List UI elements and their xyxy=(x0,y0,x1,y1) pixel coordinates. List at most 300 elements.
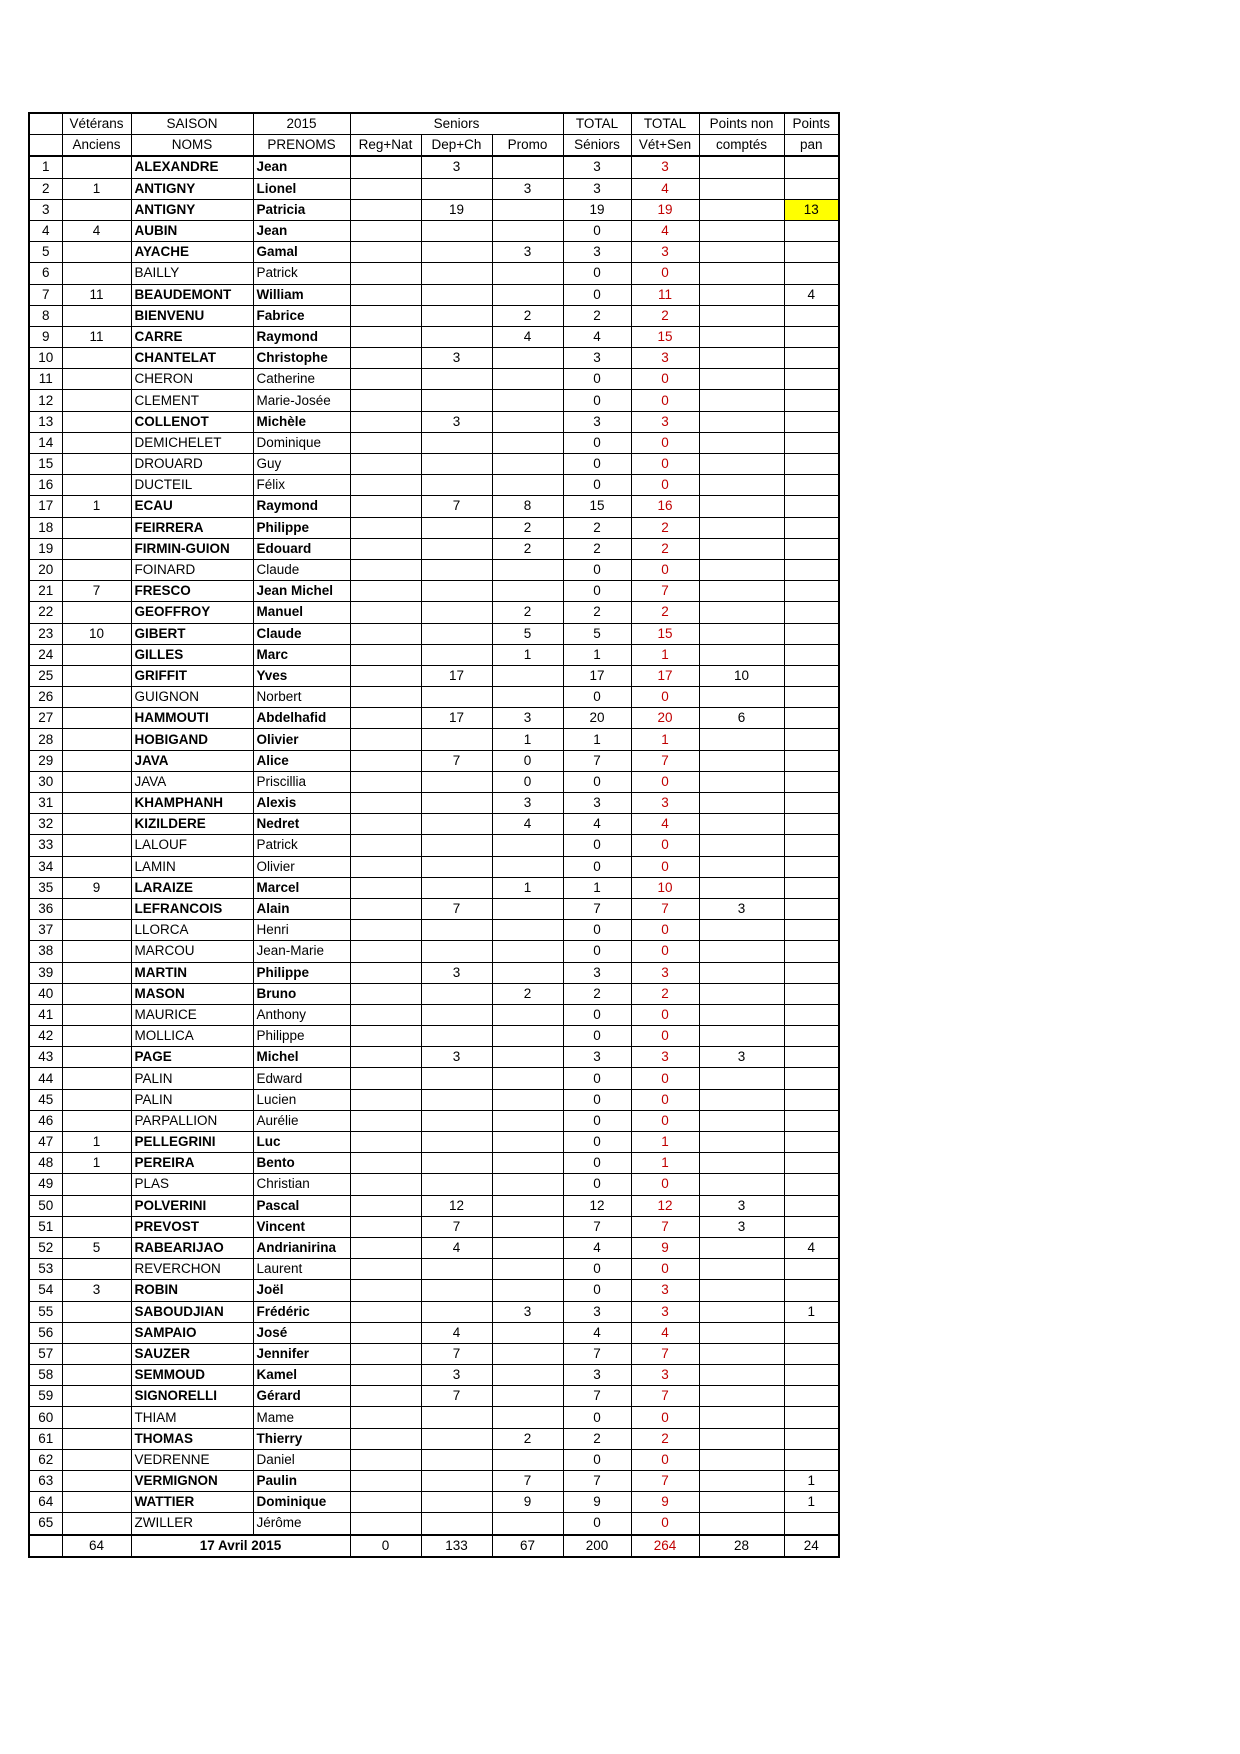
dep-ch-cell xyxy=(421,1428,492,1449)
table-row xyxy=(29,623,839,644)
promo-cell xyxy=(492,1195,563,1216)
total-vet-sen-cell: 0 xyxy=(631,559,699,580)
prenom-cell: Bento xyxy=(253,1153,350,1174)
nom-cell: ANTIGNY xyxy=(131,178,253,199)
points-pan-cell xyxy=(784,1322,839,1343)
dep-ch-cell xyxy=(421,390,492,411)
dep-ch-cell xyxy=(421,220,492,241)
row-number-cell: 29 xyxy=(29,750,62,771)
points-pan-cell: 4 xyxy=(784,284,839,305)
prenom-cell: Aurélie xyxy=(253,1110,350,1131)
points-pan-cell: 1 xyxy=(784,1471,839,1492)
promo-cell xyxy=(492,1153,563,1174)
promo-cell xyxy=(492,1110,563,1131)
veterans-cell xyxy=(62,1365,131,1386)
dep-ch-cell xyxy=(421,581,492,602)
points-non-comptes-cell xyxy=(699,729,784,750)
points-pan-cell xyxy=(784,369,839,390)
points-pan-cell xyxy=(784,326,839,347)
dep-ch-cell: 17 xyxy=(421,665,492,686)
total-vet-sen-cell: 10 xyxy=(631,877,699,898)
reg-nat-cell xyxy=(350,898,421,919)
prenom-cell: Nedret xyxy=(253,814,350,835)
prenom-cell: Pascal xyxy=(253,1195,350,1216)
veterans-cell xyxy=(62,1110,131,1131)
prenom-cell: Manuel xyxy=(253,602,350,623)
row-number-cell: 27 xyxy=(29,708,62,729)
reg-nat-cell xyxy=(350,814,421,835)
promo-cell xyxy=(492,665,563,686)
veterans-cell xyxy=(62,1449,131,1470)
points-pan-cell xyxy=(784,1407,839,1428)
row-number-cell: 19 xyxy=(29,538,62,559)
reg-nat-cell xyxy=(350,475,421,496)
row-number-cell: 34 xyxy=(29,856,62,877)
nom-cell: LEFRANCOIS xyxy=(131,898,253,919)
row-number-cell: 33 xyxy=(29,835,62,856)
reg-nat-cell xyxy=(350,1280,421,1301)
veterans-cell xyxy=(62,348,131,369)
table-row xyxy=(29,793,839,814)
points-pan-cell xyxy=(784,602,839,623)
nom-cell: GEOFFROY xyxy=(131,602,253,623)
prenom-cell: Anthony xyxy=(253,1004,350,1025)
nom-cell: FOINARD xyxy=(131,559,253,580)
promo-cell xyxy=(492,559,563,580)
veterans-cell xyxy=(62,475,131,496)
points-non-comptes-cell xyxy=(699,835,784,856)
reg-nat-cell xyxy=(350,1216,421,1237)
promo-cell: 5 xyxy=(492,623,563,644)
promo-cell: 9 xyxy=(492,1492,563,1513)
row-number-cell: 11 xyxy=(29,369,62,390)
veterans-cell xyxy=(62,1471,131,1492)
total-seniors-cell: 4 xyxy=(563,814,631,835)
row-number-cell: 10 xyxy=(29,348,62,369)
total-seniors-cell: 7 xyxy=(563,1216,631,1237)
row-number-cell: 64 xyxy=(29,1492,62,1513)
table-row xyxy=(29,369,839,390)
veterans-cell xyxy=(62,517,131,538)
points-non-comptes-cell xyxy=(699,1513,784,1535)
table-row xyxy=(29,1407,839,1428)
prenom-cell: Jérôme xyxy=(253,1513,350,1535)
points-non-comptes-cell xyxy=(699,1004,784,1025)
total-vet-sen-cell: 3 xyxy=(631,1047,699,1068)
promo-cell: 2 xyxy=(492,602,563,623)
nom-cell: VEDRENNE xyxy=(131,1449,253,1470)
row-number-cell: 38 xyxy=(29,941,62,962)
points-pan-cell xyxy=(784,242,839,263)
total-seniors-cell: 3 xyxy=(563,156,631,178)
prenom-cell: Frédéric xyxy=(253,1301,350,1322)
header-seniors: Seniors xyxy=(350,113,563,135)
dep-ch-cell: 3 xyxy=(421,1365,492,1386)
promo-cell xyxy=(492,1068,563,1089)
veterans-cell xyxy=(62,199,131,220)
dep-ch-cell: 4 xyxy=(421,1322,492,1343)
total-seniors-cell: 0 xyxy=(563,856,631,877)
veterans-cell xyxy=(62,1174,131,1195)
dep-ch-cell xyxy=(421,1259,492,1280)
points-pan-cell xyxy=(784,538,839,559)
table-row xyxy=(29,220,839,241)
total-seniors-cell: 2 xyxy=(563,1428,631,1449)
nom-cell: FRESCO xyxy=(131,581,253,602)
row-number-cell: 51 xyxy=(29,1216,62,1237)
dep-ch-cell: 7 xyxy=(421,1216,492,1237)
reg-nat-cell xyxy=(350,665,421,686)
table-row xyxy=(29,1492,839,1513)
reg-nat-cell xyxy=(350,263,421,284)
points-non-comptes-cell xyxy=(699,1110,784,1131)
header-dep-ch: Dep+Ch xyxy=(421,135,492,157)
points-pan-cell xyxy=(784,178,839,199)
prenom-cell: Michel xyxy=(253,1047,350,1068)
total-vet-sen-cell: 7 xyxy=(631,898,699,919)
points-pan-cell xyxy=(784,1153,839,1174)
nom-cell: PREVOST xyxy=(131,1216,253,1237)
promo-cell xyxy=(492,411,563,432)
total-seniors-cell: 7 xyxy=(563,1386,631,1407)
prenom-cell: Henri xyxy=(253,920,350,941)
row-number-cell: 49 xyxy=(29,1174,62,1195)
points-pan-cell xyxy=(784,750,839,771)
points-pan-cell xyxy=(784,1343,839,1364)
veterans-cell: 11 xyxy=(62,284,131,305)
row-number-cell: 4 xyxy=(29,220,62,241)
total-dep-ch-cell: 133 xyxy=(421,1535,492,1557)
points-table xyxy=(28,112,840,1558)
dep-ch-cell xyxy=(421,793,492,814)
nom-cell: PAGE xyxy=(131,1047,253,1068)
row-number-cell: 32 xyxy=(29,814,62,835)
reg-nat-cell xyxy=(350,1471,421,1492)
prenom-cell: Jean xyxy=(253,156,350,178)
row-number-cell: 21 xyxy=(29,581,62,602)
veterans-cell xyxy=(62,1026,131,1047)
veterans-cell: 10 xyxy=(62,623,131,644)
prenom-cell: José xyxy=(253,1322,350,1343)
total-seniors-cell: 2 xyxy=(563,983,631,1004)
total-vet-sen-cell: 12 xyxy=(631,1195,699,1216)
points-pan-cell xyxy=(784,1068,839,1089)
reg-nat-cell xyxy=(350,687,421,708)
total-vet-sen-cell: 0 xyxy=(631,1068,699,1089)
total-vet-sen-cell: 0 xyxy=(631,454,699,475)
reg-nat-cell xyxy=(350,941,421,962)
total-vet-sen-cell: 3 xyxy=(631,156,699,178)
total-seniors-cell: 15 xyxy=(563,496,631,517)
reg-nat-cell xyxy=(350,983,421,1004)
total-seniors-cell: 0 xyxy=(563,1132,631,1153)
veterans-cell xyxy=(62,1089,131,1110)
nom-cell: PELLEGRINI xyxy=(131,1132,253,1153)
veterans-cell xyxy=(62,1068,131,1089)
promo-cell: 3 xyxy=(492,242,563,263)
points-non-comptes-cell xyxy=(699,284,784,305)
total-seniors-cell: 2 xyxy=(563,602,631,623)
promo-cell: 3 xyxy=(492,178,563,199)
promo-cell xyxy=(492,962,563,983)
table-row xyxy=(29,348,839,369)
table-row xyxy=(29,1132,839,1153)
nom-cell: SIGNORELLI xyxy=(131,1386,253,1407)
row-number-cell: 3 xyxy=(29,199,62,220)
dep-ch-cell: 17 xyxy=(421,708,492,729)
table-row xyxy=(29,156,839,178)
table-row xyxy=(29,454,839,475)
reg-nat-cell xyxy=(350,1195,421,1216)
total-vet-sen-cell: 19 xyxy=(631,199,699,220)
header-veterans: Vétérans xyxy=(62,113,131,135)
points-non-comptes-cell xyxy=(699,983,784,1004)
promo-cell xyxy=(492,1407,563,1428)
promo-cell xyxy=(492,856,563,877)
points-pan-cell xyxy=(784,1174,839,1195)
total-vet-sen-cell: 9 xyxy=(631,1492,699,1513)
header-points: Points xyxy=(784,113,839,135)
row-number-cell: 48 xyxy=(29,1153,62,1174)
row-number-cell: 20 xyxy=(29,559,62,580)
points-pan-cell xyxy=(784,263,839,284)
veterans-cell xyxy=(62,1343,131,1364)
total-vet-sen-cell: 0 xyxy=(631,687,699,708)
reg-nat-cell xyxy=(350,920,421,941)
table-row xyxy=(29,475,839,496)
dep-ch-cell xyxy=(421,983,492,1004)
promo-cell xyxy=(492,369,563,390)
reg-nat-cell xyxy=(350,750,421,771)
points-pan-cell xyxy=(784,771,839,792)
promo-cell xyxy=(492,1004,563,1025)
nom-cell: PARPALLION xyxy=(131,1110,253,1131)
total-seniors-cell: 0 xyxy=(563,1513,631,1535)
promo-cell xyxy=(492,390,563,411)
total-seniors-cell: 3 xyxy=(563,1047,631,1068)
points-pan-cell xyxy=(784,432,839,453)
table-row xyxy=(29,1301,839,1322)
nom-cell: FEIRRERA xyxy=(131,517,253,538)
points-non-comptes-cell xyxy=(699,496,784,517)
dep-ch-cell xyxy=(421,771,492,792)
total-vet-sen-cell: 0 xyxy=(631,771,699,792)
table-row xyxy=(29,941,839,962)
prenom-cell: Jean xyxy=(253,220,350,241)
total-seniors-cell: 0 xyxy=(563,1280,631,1301)
points-pan-cell xyxy=(784,1195,839,1216)
nom-cell: VERMIGNON xyxy=(131,1471,253,1492)
points-non-comptes-cell: 6 xyxy=(699,708,784,729)
reg-nat-cell xyxy=(350,644,421,665)
dep-ch-cell: 7 xyxy=(421,750,492,771)
promo-cell xyxy=(492,1237,563,1258)
total-seniors-cell: 3 xyxy=(563,962,631,983)
points-non-comptes-cell xyxy=(699,220,784,241)
promo-cell: 3 xyxy=(492,708,563,729)
points-pan-cell xyxy=(784,920,839,941)
points-non-comptes-cell xyxy=(699,1026,784,1047)
points-pan-cell: 1 xyxy=(784,1301,839,1322)
promo-cell xyxy=(492,1449,563,1470)
reg-nat-cell xyxy=(350,1110,421,1131)
total-seniors-cell: 0 xyxy=(563,835,631,856)
points-non-comptes-cell xyxy=(699,962,784,983)
total-seniors-cell: 0 xyxy=(563,581,631,602)
table-row xyxy=(29,1195,839,1216)
row-number-cell: 30 xyxy=(29,771,62,792)
nom-cell: ROBIN xyxy=(131,1280,253,1301)
promo-cell xyxy=(492,199,563,220)
prenom-cell: Raymond xyxy=(253,326,350,347)
veterans-cell xyxy=(62,898,131,919)
prenom-cell: Jennifer xyxy=(253,1343,350,1364)
promo-cell: 0 xyxy=(492,771,563,792)
veterans-cell: 4 xyxy=(62,220,131,241)
total-vet-sen-cell: 3 xyxy=(631,1365,699,1386)
nom-cell: DEMICHELET xyxy=(131,432,253,453)
promo-cell xyxy=(492,1513,563,1535)
dep-ch-cell xyxy=(421,1174,492,1195)
reg-nat-cell xyxy=(350,581,421,602)
prenom-cell: Joël xyxy=(253,1280,350,1301)
header-seniors-2: Séniors xyxy=(563,135,631,157)
header-cell xyxy=(29,135,62,157)
total-seniors-cell: 9 xyxy=(563,1492,631,1513)
points-non-comptes-cell xyxy=(699,156,784,178)
row-number-cell: 62 xyxy=(29,1449,62,1470)
points-non-comptes-cell: 3 xyxy=(699,1195,784,1216)
row-number-cell: 42 xyxy=(29,1026,62,1047)
row-number-cell: 41 xyxy=(29,1004,62,1025)
dep-ch-cell xyxy=(421,432,492,453)
veterans-cell: 9 xyxy=(62,877,131,898)
nom-cell: MARTIN xyxy=(131,962,253,983)
veterans-cell xyxy=(62,305,131,326)
points-non-comptes-cell: 3 xyxy=(699,898,784,919)
table-row xyxy=(29,1471,839,1492)
reg-nat-cell xyxy=(350,1322,421,1343)
total-vet-sen-cell: 3 xyxy=(631,793,699,814)
table-row xyxy=(29,708,839,729)
row-number-cell: 7 xyxy=(29,284,62,305)
dep-ch-cell xyxy=(421,1471,492,1492)
dep-ch-cell xyxy=(421,284,492,305)
row-number-cell: 26 xyxy=(29,687,62,708)
total-seniors-cell: 3 xyxy=(563,411,631,432)
total-vet-sen-cell: 2 xyxy=(631,517,699,538)
prenom-cell: Marcel xyxy=(253,877,350,898)
nom-cell: PEREIRA xyxy=(131,1153,253,1174)
veterans-cell xyxy=(62,687,131,708)
total-vet-sen-cell: 0 xyxy=(631,1449,699,1470)
table-row xyxy=(29,178,839,199)
dep-ch-cell: 3 xyxy=(421,962,492,983)
dep-ch-cell xyxy=(421,178,492,199)
table-row xyxy=(29,1449,839,1470)
veterans-cell xyxy=(62,1322,131,1343)
points-non-comptes-cell xyxy=(699,814,784,835)
reg-nat-cell xyxy=(350,602,421,623)
row-number-cell: 25 xyxy=(29,665,62,686)
row-number-cell: 16 xyxy=(29,475,62,496)
dep-ch-cell xyxy=(421,1492,492,1513)
dep-ch-cell xyxy=(421,687,492,708)
row-number-cell: 9 xyxy=(29,326,62,347)
points-pan-cell xyxy=(784,581,839,602)
veterans-cell xyxy=(62,432,131,453)
veterans-cell xyxy=(62,962,131,983)
total-vet-sen-cell: 0 xyxy=(631,1004,699,1025)
total-seniors-cell: 7 xyxy=(563,1343,631,1364)
reg-nat-cell xyxy=(350,1174,421,1195)
veterans-cell xyxy=(62,1492,131,1513)
table-row xyxy=(29,1216,839,1237)
nom-cell: SAMPAIO xyxy=(131,1322,253,1343)
total-seniors-cell: 1 xyxy=(563,729,631,750)
table-row xyxy=(29,1153,839,1174)
reg-nat-cell xyxy=(350,1153,421,1174)
header-vet-sen: Vét+Sen xyxy=(631,135,699,157)
header-cell xyxy=(29,113,62,135)
table-row xyxy=(29,920,839,941)
table-row xyxy=(29,559,839,580)
table-row xyxy=(29,1110,839,1131)
row-number-cell: 18 xyxy=(29,517,62,538)
total-vet-sen-cell: 2 xyxy=(631,305,699,326)
total-seniors-cell: 0 xyxy=(563,475,631,496)
veterans-cell xyxy=(62,1386,131,1407)
points-non-comptes-cell xyxy=(699,411,784,432)
row-number-cell: 35 xyxy=(29,877,62,898)
row-number-cell: 37 xyxy=(29,920,62,941)
veterans-cell xyxy=(62,771,131,792)
promo-cell: 7 xyxy=(492,1471,563,1492)
prenom-cell: Philippe xyxy=(253,517,350,538)
points-non-comptes-cell xyxy=(699,1322,784,1343)
points-non-comptes-cell xyxy=(699,178,784,199)
dep-ch-cell: 7 xyxy=(421,1343,492,1364)
dep-ch-cell xyxy=(421,559,492,580)
prenom-cell: Marc xyxy=(253,644,350,665)
nom-cell: LLORCA xyxy=(131,920,253,941)
total-seniors-cell: 4 xyxy=(563,1237,631,1258)
points-non-comptes-cell xyxy=(699,877,784,898)
total-seniors-cell: 4 xyxy=(563,326,631,347)
total-seniors-cell: 0 xyxy=(563,1026,631,1047)
points-non-comptes-cell xyxy=(699,856,784,877)
reg-nat-cell xyxy=(350,1301,421,1322)
veterans-cell xyxy=(62,750,131,771)
reg-nat-cell xyxy=(350,793,421,814)
prenom-cell: Christian xyxy=(253,1174,350,1195)
table-row xyxy=(29,411,839,432)
prenom-cell: Vincent xyxy=(253,1216,350,1237)
table-row xyxy=(29,814,839,835)
dep-ch-cell xyxy=(421,1301,492,1322)
promo-cell xyxy=(492,920,563,941)
total-vet-sen-cell: 0 xyxy=(631,835,699,856)
veterans-cell xyxy=(62,1513,131,1535)
points-non-comptes-cell xyxy=(699,644,784,665)
points-pan-cell xyxy=(784,644,839,665)
dep-ch-cell: 7 xyxy=(421,496,492,517)
total-vet-sen-cell: 4 xyxy=(631,814,699,835)
dep-ch-cell: 19 xyxy=(421,199,492,220)
veterans-cell xyxy=(62,814,131,835)
veterans-cell xyxy=(62,644,131,665)
row-number-cell: 14 xyxy=(29,432,62,453)
